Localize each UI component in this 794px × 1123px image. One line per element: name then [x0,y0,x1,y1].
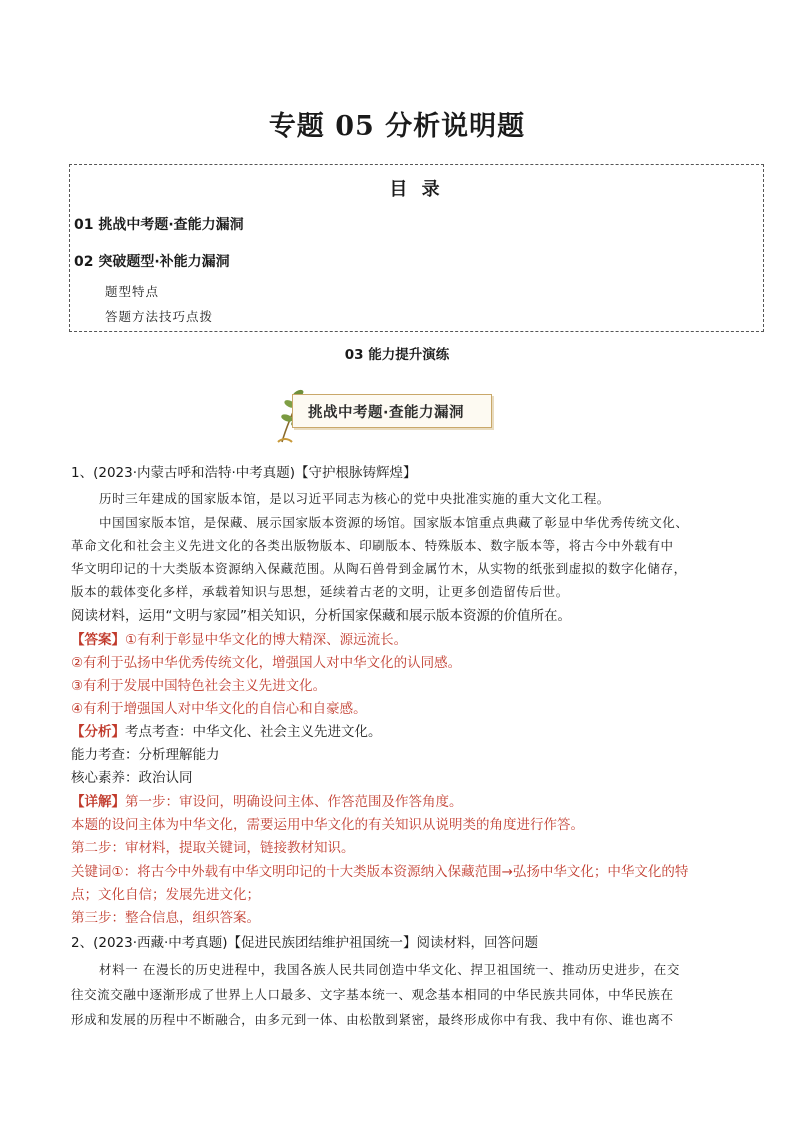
q1-question: 阅读材料，运用“文明与家园”相关知识，分析国家保藏和展示版本资源的价值所在。 [71,608,571,624]
q2-material-line-1: 材料一 在漫长的历史进程中，我国各族人民共同创造中华文化、捍卫祖国统一、推动历史进步，在交 [99,962,680,977]
detail-step-1: 第一步：审设问，明确设问主体、作答范围及作答角度。 [125,794,463,810]
analysis-tag: 【分析】 [71,724,125,740]
toc-subitem-2[interactable]: 答题方法技巧点拨 [105,309,214,324]
q1-material-line-1: 中国国家版本馆，是保藏、展示国家版本资源的场馆。国家版本馆重点典藏了彰显中华优秀传统文化、 [99,515,689,530]
q1-material-line-2: 革命文化和社会主义先进文化的各类出版物版本、印刷版本、特殊版本、数字版本等，将古今中外载有中 [71,538,674,553]
toc-subitem-1[interactable]: 题型特点 [105,284,160,299]
ability-line: 能力考查：分析理解能力 [71,747,220,763]
answer-point-1: ①有利于彰显中华文化的博大精深、源远流长。 [125,632,408,648]
detail-step-3: 第三步：整合信息，组织答案。 [71,910,260,926]
q1-material-paragraph-1: 历时三年建成的国家版本馆，是以习近平同志为核心的党中央批准实施的重大文化工程。 [99,491,610,506]
detail-step-1-body: 本题的设问主体为中华文化，需要运用中华文化的有关知识从说明类的角度进行作答。 [71,817,584,833]
q1-analysis-line [71,722,731,742]
banner-title: 挑战中考题·查能力漏洞 [308,405,465,421]
q2-material-line-2: 往交流交融中逐渐形成了世界上人口最多、文字基本统一、观念基本相同的中华民族共同体，中华民族在 [71,987,674,1002]
keyword-line-1: 关键词①：将古今中外载有中华文明印记的十大类版本资源纳入保藏范围→弘扬中华文化；中华文化的特 [71,864,689,880]
toc-item-1[interactable]: 01 挑战中考题·查能力漏洞 [74,217,244,233]
toc-heading: 目 录 [389,179,444,200]
q1-material-line-4: 版本的载体变化多样，承载着知识与思想，延续着古老的文明，让更多创造留传后世。 [71,584,569,599]
table-of-contents [69,164,764,332]
answer-point-4: ④有利于增强国人对中华文化的自信心和自豪感。 [71,701,367,717]
section-banner [268,384,504,444]
q2-material-line-3: 形成和发展的历程中不断融合，由多元到一体、由松散到紧密，最终形成你中有我、我中有你、谁也离不 [71,1012,674,1027]
question-1-header: 1、(2023·内蒙古呼和浩特·中考真题)【守护根脉铸辉煌】 [71,465,417,481]
q1-detail-line [71,792,731,812]
detail-step-2: 第二步：审材料，提取关键词，链接教材知识。 [71,840,355,856]
answer-point-3: ③有利于发展中国特色社会主义先进文化。 [71,678,327,694]
detail-tag: 【详解】 [71,794,125,810]
page-title: 专题 05 分析说明题 [268,111,526,142]
q1-answer-line-1 [71,630,731,650]
analysis-text: 考点考查：中华文化、社会主义先进文化。 [125,724,382,740]
literacy-line: 核心素养：政治认同 [71,770,193,786]
toc-item-3[interactable]: 03 能力提升演练 [344,347,450,363]
keyword-line-2: 点；文化自信；发展先进文化； [71,887,260,903]
question-2-header: 2、(2023·西藏·中考真题)【促进民族团结维护祖国统一】阅读材料，回答问题 [71,935,539,951]
toc-item-2[interactable]: 02 突破题型·补能力漏洞 [74,254,230,270]
answer-tag: 【答案】 [71,632,125,648]
q1-material-line-3: 华文明印记的十大类版本资源纳入保藏范围。从陶石兽骨到金属竹木，从实物的纸张到虚拟的数字化储存， [71,561,687,576]
answer-point-2: ②有利于弘扬中华优秀传统文化，增强国人对中华文化的认同感。 [71,655,462,671]
